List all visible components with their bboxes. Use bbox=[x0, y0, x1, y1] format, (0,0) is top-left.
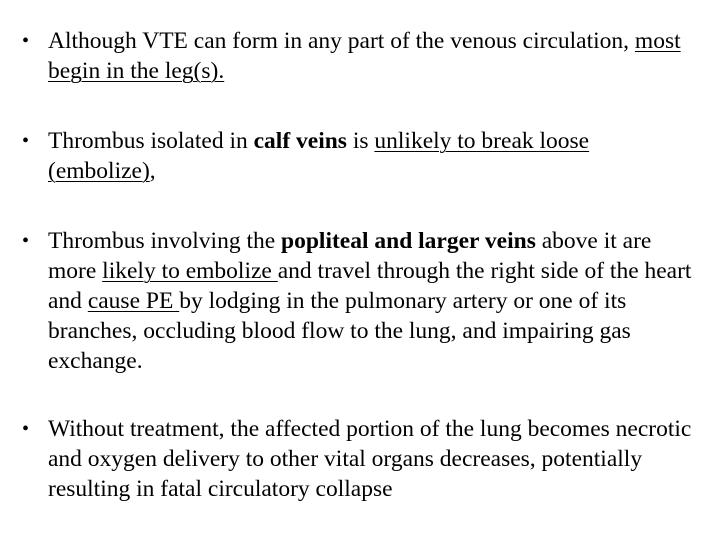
text-segment: Although VTE can form in any part of the venous circulation, bbox=[48, 28, 635, 54]
text-segment: Thrombus isolated in bbox=[48, 128, 254, 154]
bullet-text bbox=[48, 126, 702, 186]
bullet-text bbox=[48, 26, 702, 86]
text-segment: above it are more bbox=[48, 228, 652, 284]
bullet-text bbox=[48, 226, 702, 376]
text-segment: Thrombus involving the bbox=[48, 228, 282, 254]
bullet-item-without-treatment bbox=[22, 414, 702, 504]
underlined-text: cause PE bbox=[87, 288, 180, 314]
bullet-item-vte-origin bbox=[22, 26, 702, 86]
text-segment: Without treatment, the affected portion of the lung becomes necrotic and oxygen delivery to other vital organs decreases, potentially resulting in fatal circulatory collapse bbox=[48, 416, 692, 502]
bullet-icon: • bbox=[22, 130, 30, 152]
bullet-icon: • bbox=[22, 230, 30, 252]
text-segment: , bbox=[149, 158, 156, 184]
text-segment: and travel through the right side of the heart and bbox=[48, 258, 692, 314]
underlined-text: likely to embolize bbox=[102, 258, 278, 284]
text-segment: is bbox=[346, 128, 375, 154]
bold-text: popliteal and larger veins bbox=[281, 228, 536, 254]
text-segment: by lodging in the pulmonary artery or one of its branches, occluding blood flow to the lung, and impairing gas exchange. bbox=[48, 288, 631, 374]
bullet-item-popliteal-veins bbox=[22, 226, 702, 376]
bullet-item-calf-veins bbox=[22, 126, 702, 186]
underlined-text: most begin in the leg(s). bbox=[48, 28, 681, 84]
underlined-text: unlikely to break loose (embolize) bbox=[48, 128, 590, 184]
bold-text: calf veins bbox=[253, 128, 347, 154]
bullet-icon: • bbox=[22, 418, 30, 440]
bullet-icon: • bbox=[22, 30, 30, 52]
bullet-text bbox=[48, 414, 702, 504]
